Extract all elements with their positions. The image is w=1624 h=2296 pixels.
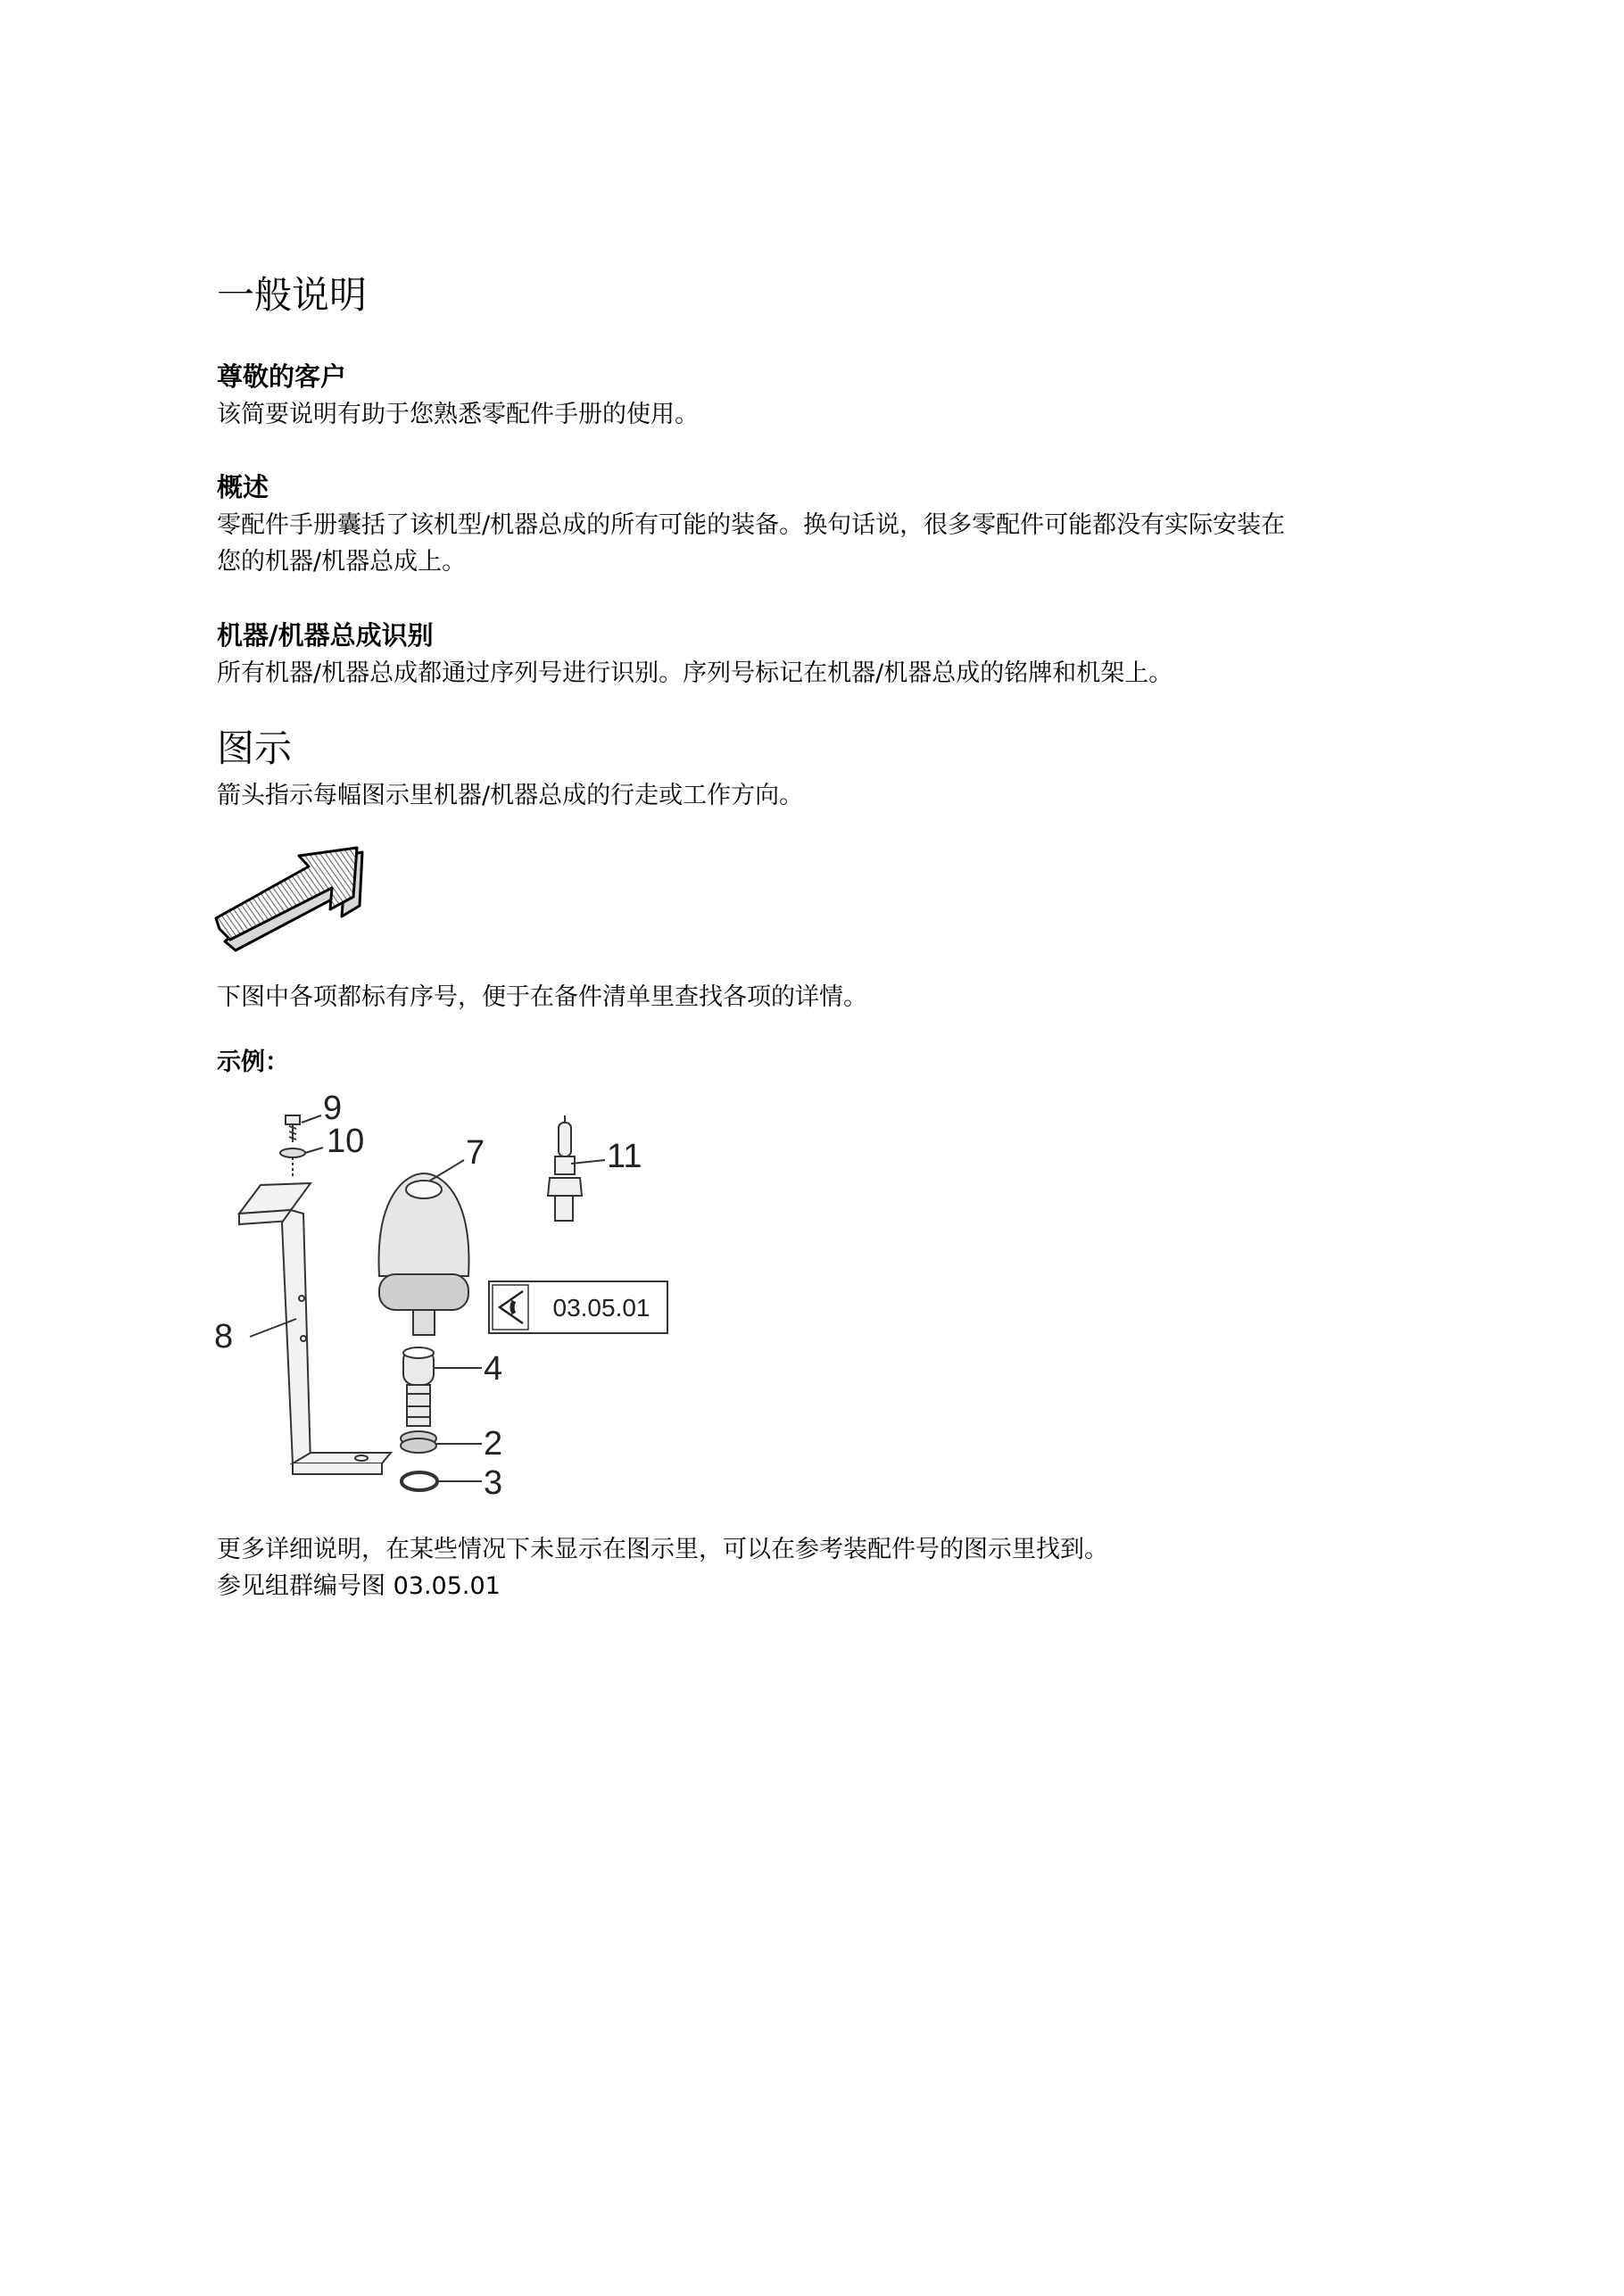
illustration-heading: 图示 xyxy=(217,726,293,770)
nut-part xyxy=(401,1431,436,1453)
ring-washer-part xyxy=(402,1472,437,1490)
washer-part xyxy=(280,1148,305,1157)
callout-3: 3 xyxy=(484,1464,503,1502)
footer-text-line1: 更多详细说明，在某些情况下未显示在图示里，可以在参考装配件号的图示里找到。 xyxy=(217,1536,1108,1563)
bulb-part xyxy=(548,1115,582,1221)
identification-text: 所有机器/机器总成都通过序列号进行识别。序列号标记在机器/机器总成的铭牌和机架上。 xyxy=(217,659,1173,687)
socket-part xyxy=(403,1347,434,1426)
beacon-part xyxy=(379,1173,469,1335)
footer-text-line2: 参见组群编号图 03.05.01 xyxy=(217,1572,501,1600)
callout-8: 8 xyxy=(214,1318,234,1355)
numbering-text: 下图中各项都标有序号，便于在备件清单里查找各项的详情。 xyxy=(217,983,867,1011)
callout-11: 11 xyxy=(607,1138,642,1175)
reference-box xyxy=(489,1281,667,1333)
reference-box-label: 03.05.01 xyxy=(552,1294,650,1322)
identification-heading: 机器/机器总成识别 xyxy=(217,620,434,651)
direction-arrow-icon xyxy=(214,843,375,955)
bolt-part xyxy=(286,1115,300,1142)
callout-4: 4 xyxy=(484,1350,503,1388)
callout-2: 2 xyxy=(484,1425,503,1463)
illustration-text: 箭头指示每幅图示里机器/机器总成的行走或工作方向。 xyxy=(217,782,804,809)
example-label: 示例： xyxy=(217,1049,289,1076)
overview-heading: 概述 xyxy=(217,472,269,502)
customer-text: 该简要说明有助于您熟悉零配件手册的使用。 xyxy=(217,401,699,428)
overview-text-line1: 零配件手册囊括了该机型/机器总成的所有可能的装备。换句话说，很多零配件可能都没有实际安装在 xyxy=(217,511,1286,539)
overview-text-line2: 您的机器/机器总成上。 xyxy=(217,548,467,576)
customer-heading: 尊敬的客户 xyxy=(217,361,347,392)
callout-7: 7 xyxy=(466,1134,485,1172)
page-title: 一般说明 xyxy=(217,273,368,317)
callout-10: 10 xyxy=(327,1123,365,1160)
example-parts-figure xyxy=(205,1071,705,1517)
bracket-part xyxy=(239,1183,391,1474)
callout-9: 9 xyxy=(323,1090,343,1127)
